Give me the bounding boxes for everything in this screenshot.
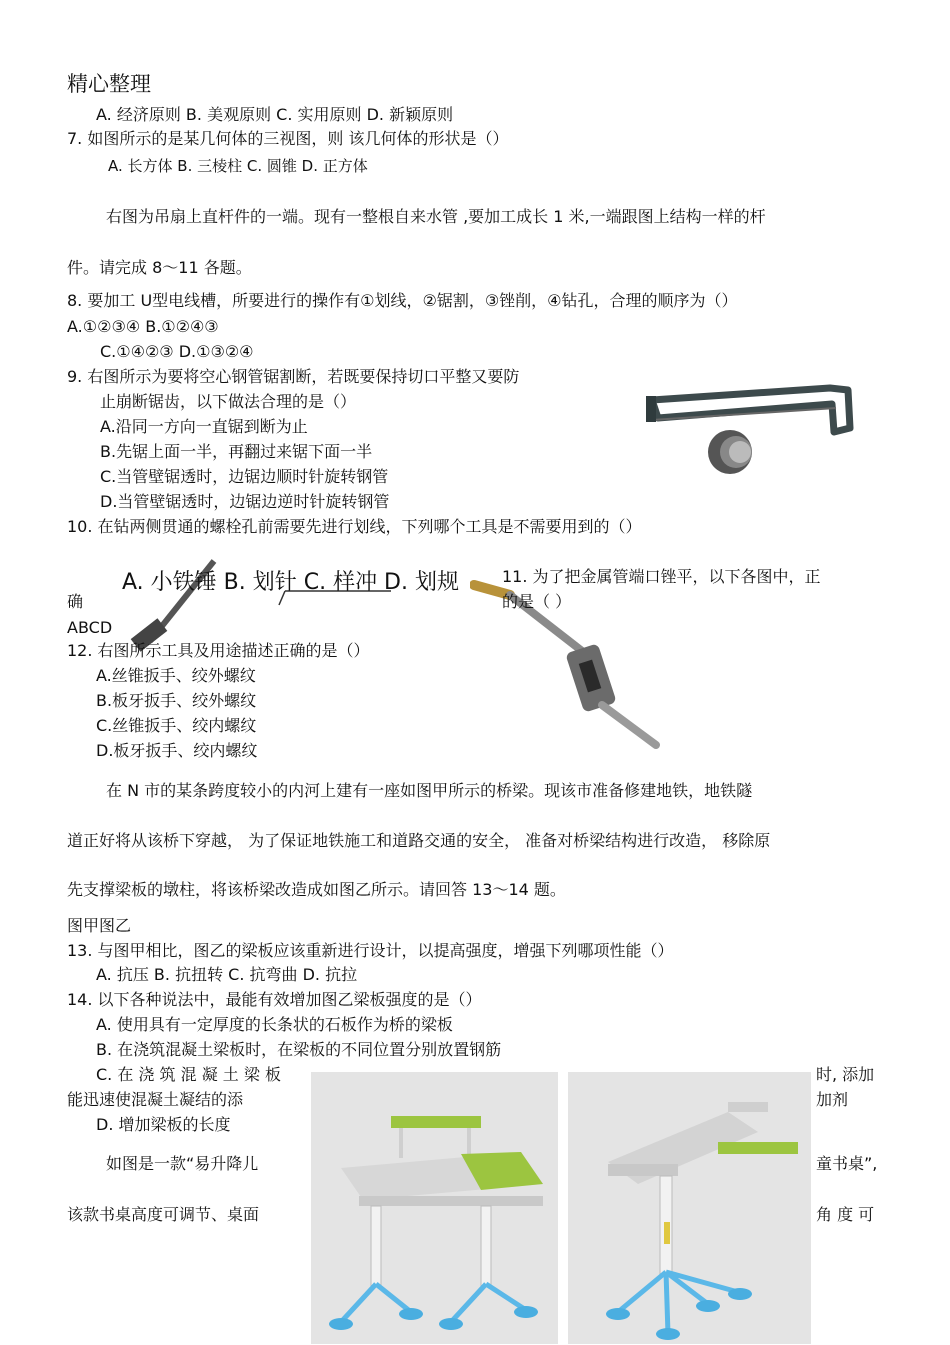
desk-photo-front [311,1072,558,1344]
q11-stem-line1: 11. 为了把金属管端口锉平，以下各图中，正 [502,567,821,586]
intro-c-line1-left: 如图是一款“易升降儿 [106,1154,259,1173]
intro-a-line2: 件。请完成 8～11 各题。 [67,258,252,277]
q9-option-c: C.当管壁锯透时，边锯边顺时针旋转钢管 [100,467,389,486]
q11-stem-line2: 的是（ ） [502,592,572,611]
q10-options: A. 小铁锤 B. 划针 C. 样冲 D. 划规 [122,570,459,595]
q13-options: A. 抗压 B. 抗扭转 C. 抗弯曲 D. 抗拉 [96,965,358,984]
q14-option-c-cont-right: 加剂 [816,1090,849,1109]
q9-stem-line1: 9. 右图所示为要将空心钢管锯割断，若既要保持切口平整又要防 [67,367,520,386]
q12-stem: 12. 右图所示工具及用途描述正确的是（） [67,641,370,660]
q14-option-c-left: C. 在 浇 筑 混 凝 土 梁 板 [96,1065,281,1084]
q14-stem: 14. 以下各种说法中，最能有效增加图乙梁板强度的是（） [67,990,482,1009]
q14-option-b: B. 在浇筑混凝土梁板时，在梁板的不同位置分别放置钢筋 [96,1040,502,1059]
hacksaw-image [640,380,860,480]
intro-c-line2-right: 角 度 可 [816,1205,875,1224]
intro-c-line1-right: 童书桌”, [816,1154,878,1173]
intro-b-line1: 在 N 市的某条跨度较小的内河上建有一座如图甲所示的桥梁。现该市准备修建地铁，地铁隧 [106,781,753,800]
q9-option-a: A.沿同一方向一直锯到断为止 [100,417,308,436]
q7-options: A. 长方体 B. 三棱柱 C. 圆锥 D. 正方体 [108,157,368,175]
desk-photo-tilted [568,1072,811,1344]
q11-continuation: 确 [67,592,84,611]
q8-options-cd: C.①④②③ D.①③②④ [100,342,254,361]
q13-stem: 13. 与图甲相比，图乙的梁板应该重新进行设计，以提高强度，增强下列哪项性能（） [67,941,674,960]
q12-option-a: A.丝锥扳手、绞外螺纹 [96,666,256,685]
q12-option-d: D.板牙扳手、绞内螺纹 [96,741,258,760]
q14-option-c-cont-left: 能迅速使混凝土凝结的添 [67,1090,244,1109]
q14-option-d: D. 增加梁板的长度 [96,1115,231,1134]
q14-option-c-right: 时, 添加 [816,1065,875,1084]
q9-option-b: B.先锯上面一半，再翻过来锯下面一半 [100,442,373,461]
q9-option-d: D.当管壁锯透时，边锯边逆时针旋转钢管 [100,492,390,511]
q14-option-a: A. 使用具有一定厚度的长条状的石板作为桥的梁板 [96,1015,453,1034]
q9-stem-line2: 止崩断锯齿，以下做法合理的是（） [100,392,357,411]
q8-options-ab: A.①②③④ B.①②④③ [67,317,219,336]
intro-c-line2-left: 该款书桌高度可调节、桌面 [67,1205,260,1224]
q12-option-b: B.板牙扳手、绞外螺纹 [96,691,257,710]
page-header: 精心整理 [67,72,151,96]
q10-stem: 10. 在钻两侧贯通的螺栓孔前需要先进行划线，下列哪个工具是不需要用到的（） [67,517,642,536]
q8-stem: 8. 要加工 U型电线槽，所要进行的操作有①划线，②锯割，③锉削，④钻孔，合理的顺序为（） [67,291,738,310]
q11-figure-labels: ABCD [67,618,113,637]
q6-options: A. 经济原则 B. 美观原则 C. 实用原则 D. 新颖原则 [96,105,454,124]
figure-labels: 图甲图乙 [67,916,132,935]
intro-b-line3: 先支撑梁板的墩柱，将该桥梁改造成如图乙所示。请回答 13～14 题。 [67,880,566,899]
intro-a-line1: 右图为吊扇上直杆件的一端。现有一整根自来水管 ,要加工成长 1 米,一端跟图上结构一样的杆 [106,207,766,226]
q7-stem: 7. 如图所示的是某几何体的三视图，则 该几何体的形状是（） [67,129,509,148]
q12-option-c: C.丝锥扳手、绞内螺纹 [96,716,257,735]
intro-b-line2: 道正好将从该桥下穿越， 为了保证地铁施工和道路交通的安全， 准备对桥梁结构进行改造， 移除原 [67,831,771,850]
